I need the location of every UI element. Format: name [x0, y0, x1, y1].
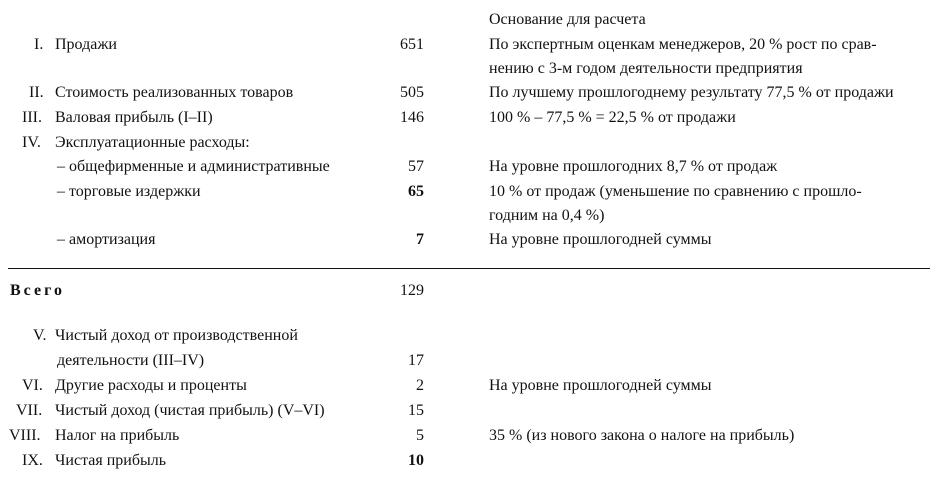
row-roman: III. — [22, 109, 42, 126]
row-value: 15 — [408, 402, 424, 419]
row-roman: VII. — [16, 402, 43, 419]
row-label: – торговые издержки — [57, 183, 201, 200]
row-note-continued: нению с 3-м годом деятельности предприятия — [489, 60, 803, 77]
row-roman: VI. — [22, 377, 43, 394]
row-roman: IV. — [22, 134, 41, 151]
row-label: Налог на прибыль — [55, 427, 180, 444]
section-divider — [8, 268, 930, 269]
row-label: Чистый доход от производственной — [55, 327, 298, 344]
total-value: 129 — [400, 282, 424, 299]
row-roman: II. — [29, 84, 44, 101]
row-value: 505 — [400, 84, 424, 101]
row-roman: I. — [34, 36, 44, 53]
row-note: По экспертным оценкам менеджеров, 20 % рост по срав- — [489, 36, 877, 53]
row-note: На уровне прошлогодней суммы — [489, 231, 712, 248]
row-roman: V. — [33, 327, 47, 344]
row-label: Другие расходы и проценты — [55, 377, 247, 394]
row-note: 35 % (из нового закона о налоге на прибыль) — [489, 427, 795, 444]
total-label: Всего — [10, 282, 65, 299]
row-roman: VIII. — [9, 427, 41, 444]
row-value: 651 — [400, 36, 424, 53]
basis-column-header: Основание для расчета — [489, 11, 646, 28]
row-value: 2 — [416, 377, 424, 394]
row-value: 7 — [416, 231, 424, 248]
row-value: 146 — [400, 109, 424, 126]
row-label: Эксплуатационные расходы: — [55, 134, 250, 151]
row-value: 57 — [408, 158, 424, 175]
row-label: Чистая прибыль — [55, 452, 167, 469]
row-note: По лучшему прошлогоднему результату 77,5 % от продажи — [489, 84, 894, 101]
row-label: Валовая прибыль (I–II) — [55, 109, 213, 126]
row-value: 10 — [408, 452, 424, 469]
row-note: 100 % – 77,5 % = 22,5 % от продажи — [489, 109, 736, 126]
row-value: 65 — [408, 183, 424, 200]
row-label: – амортизация — [57, 231, 156, 248]
row-label: Продажи — [55, 36, 117, 53]
row-note: На уровне прошлогодней суммы — [489, 377, 712, 394]
row-note-continued: годним на 0,4 %) — [489, 207, 605, 224]
row-note: На уровне прошлогодних 8,7 % от продаж — [489, 158, 778, 175]
row-label: – общефирменные и административные — [57, 158, 330, 175]
row-label: Стоимость реализованных товаров — [55, 84, 294, 101]
row-value: 5 — [416, 427, 424, 444]
row-note: 10 % от продаж (уменьшение по сравнению с прошло- — [489, 183, 862, 200]
row-label-continued: деятельности (III–IV) — [57, 352, 205, 369]
row-label: Чистый доход (чистая прибыль) (V–VI) — [55, 402, 325, 419]
row-roman: IX. — [22, 452, 43, 469]
row-value: 17 — [408, 352, 424, 369]
